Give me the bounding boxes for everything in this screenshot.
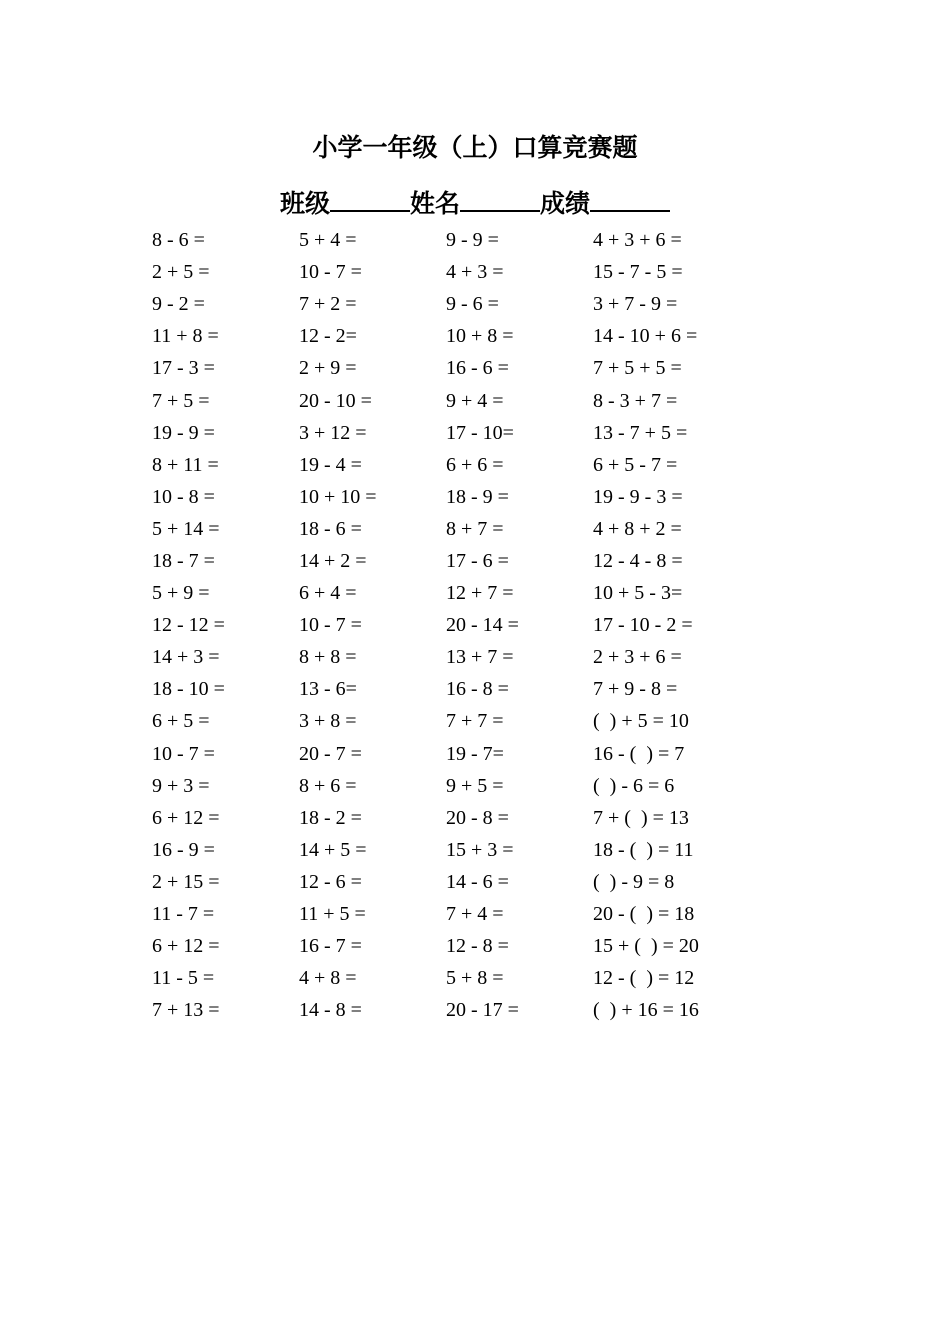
problem-item: 13 - 6= — [299, 678, 357, 701]
problem-item: 19 - 9 = — [152, 421, 215, 444]
problem-row — [152, 352, 752, 384]
problem-item: 17 - 6 = — [446, 549, 509, 572]
problem-row — [152, 577, 752, 609]
problem-item: 5 + 9 = — [152, 582, 210, 605]
score-label: 成绩 — [540, 191, 591, 218]
problem-item: ( ) + 5 = 10 — [593, 710, 689, 733]
problem-item: 10 - 7 = — [152, 742, 215, 765]
problem-item: 9 + 3 = — [152, 774, 210, 797]
problem-row — [152, 866, 752, 898]
problem-item: 18 - 9 = — [446, 485, 509, 508]
problem-row — [152, 609, 752, 641]
problem-item: 16 - 8 = — [446, 678, 509, 701]
problem-row — [152, 705, 752, 737]
problem-item: 7 + 4 = — [446, 903, 504, 926]
problem-item: 10 + 5 - 3= — [593, 582, 683, 605]
problem-item: 5 + 14 = — [152, 517, 220, 540]
problem-item: 14 - 6 = — [446, 870, 509, 893]
problem-item: 4 + 8 = — [299, 967, 357, 990]
page-title: 小学一年级（上）口算竞赛题 — [312, 135, 638, 162]
problem-item: 20 - 8 = — [446, 806, 509, 829]
problem-item: ( ) + 16 = 16 — [593, 999, 699, 1022]
problem-row — [152, 545, 752, 577]
problem-item: 7 + 7 = — [446, 710, 504, 733]
problem-item: 12 - 12 = — [152, 614, 225, 637]
problem-item: 10 - 8 = — [152, 485, 215, 508]
problem-item: 16 - ( ) = 7 — [593, 742, 685, 765]
problem-row — [152, 673, 752, 705]
problem-item: 17 - 10= — [446, 421, 514, 444]
problem-item: 12 + 7 = — [446, 582, 514, 605]
problem-row — [152, 898, 752, 930]
name-label: 姓名 — [409, 191, 460, 218]
problem-item: 2 + 15 = — [152, 870, 220, 893]
problem-item: 13 + 7 = — [446, 646, 514, 669]
problem-item: 2 + 5 = — [152, 261, 210, 284]
problem-item: 6 + 5 - 7 = — [593, 453, 678, 476]
problem-row — [152, 770, 752, 802]
problem-item: 7 + 5 = — [152, 389, 210, 412]
problem-item: 19 - 4 = — [299, 453, 362, 476]
problem-item: 15 - 7 - 5 = — [593, 261, 683, 284]
problem-row — [152, 224, 752, 256]
problem-item: 4 + 8 + 2 = — [593, 517, 682, 540]
problem-item: 8 - 6 = — [152, 229, 205, 252]
problem-item: 18 - 2 = — [299, 806, 362, 829]
problem-item: 14 - 8 = — [299, 999, 362, 1022]
problem-item: 15 + 3 = — [446, 838, 514, 861]
problem-item: 18 - 6 = — [299, 517, 362, 540]
problem-item: 9 - 2 = — [152, 293, 205, 316]
problem-row — [152, 834, 752, 866]
problem-item: 12 - 4 - 8 = — [593, 549, 683, 572]
problem-item: 8 - 3 + 7 = — [593, 389, 678, 412]
problem-item: 6 + 5 = — [152, 710, 210, 733]
problem-item: 12 - ( ) = 12 — [593, 967, 695, 990]
problem-item: 2 + 3 + 6 = — [593, 646, 682, 669]
problem-item: 6 + 12 = — [152, 806, 220, 829]
problem-item: 3 + 8 = — [299, 710, 357, 733]
problem-row — [152, 641, 752, 673]
problem-item: 18 - 7 = — [152, 549, 215, 572]
problem-row — [152, 802, 752, 834]
problem-item: 6 + 4 = — [299, 582, 357, 605]
problem-item: 20 - 17 = — [446, 999, 519, 1022]
problem-item: 16 - 9 = — [152, 838, 215, 861]
problem-grid — [152, 224, 752, 1026]
name-blank — [460, 182, 540, 212]
problem-row — [152, 962, 752, 994]
problem-item: 2 + 9 = — [299, 357, 357, 380]
problem-item: 14 - 10 + 6 = — [593, 325, 698, 348]
problem-item: 20 - 7 = — [299, 742, 362, 765]
problem-item: 16 - 6 = — [446, 357, 509, 380]
problem-row — [152, 738, 752, 770]
problem-row — [152, 417, 752, 449]
problem-item: 9 + 4 = — [446, 389, 504, 412]
problem-item: 4 + 3 = — [446, 261, 504, 284]
problem-item: 13 - 7 + 5 = — [593, 421, 688, 444]
problem-item: 16 - 7 = — [299, 935, 362, 958]
problem-item: 7 + 13 = — [152, 999, 220, 1022]
problem-row — [152, 994, 752, 1026]
problem-item: 5 + 8 = — [446, 967, 504, 990]
problem-item: 12 - 2= — [299, 325, 357, 348]
problem-item: 4 + 3 + 6 = — [593, 229, 682, 252]
problem-row — [152, 449, 752, 481]
problem-item: 11 + 8 = — [152, 325, 219, 348]
problem-row — [152, 320, 752, 352]
problem-item: 11 - 5 = — [152, 967, 215, 990]
problem-item: 15 + ( ) = 20 — [593, 935, 699, 958]
problem-item: 9 - 6 = — [446, 293, 499, 316]
problem-item: ( ) - 6 = 6 — [593, 774, 675, 797]
problem-item: 20 - 14 = — [446, 614, 519, 637]
problem-item: 10 - 7 = — [299, 614, 362, 637]
problem-item: 18 - 10 = — [152, 678, 225, 701]
problem-item: 6 + 12 = — [152, 935, 220, 958]
problem-item: 17 - 10 - 2 = — [593, 614, 693, 637]
problem-item: 3 + 7 - 9 = — [593, 293, 678, 316]
problem-row — [152, 384, 752, 416]
problem-item: 10 - 7 = — [299, 261, 362, 284]
student-info-line — [0, 182, 950, 223]
problem-item: 10 + 8 = — [446, 325, 514, 348]
problem-item: 19 - 9 - 3 = — [593, 485, 683, 508]
problem-item: 7 + 9 - 8 = — [593, 678, 678, 701]
problem-item: 14 + 5 = — [299, 838, 367, 861]
problem-item: 9 - 9 = — [446, 229, 499, 252]
problem-item: 3 + 12 = — [299, 421, 367, 444]
class-blank — [330, 182, 410, 212]
problem-row — [152, 930, 752, 962]
problem-item: 8 + 7 = — [446, 517, 504, 540]
problem-row — [152, 481, 752, 513]
problem-item: 18 - ( ) = 11 — [593, 838, 694, 861]
problem-item: 12 - 8 = — [446, 935, 509, 958]
problem-row — [152, 513, 752, 545]
class-label: 班级 — [279, 191, 330, 218]
problem-item: 20 - ( ) = 18 — [593, 903, 695, 926]
problem-item: 5 + 4 = — [299, 229, 357, 252]
problem-item: 6 + 6 = — [446, 453, 504, 476]
problem-row — [152, 256, 752, 288]
problem-item: 14 + 3 = — [152, 646, 220, 669]
problem-item: 12 - 6 = — [299, 870, 362, 893]
problem-item: ( ) - 9 = 8 — [593, 870, 675, 893]
problem-item: 8 + 8 = — [299, 646, 357, 669]
problem-item: 11 - 7 = — [152, 903, 215, 926]
problem-row — [152, 288, 752, 320]
problem-item: 8 + 6 = — [299, 774, 357, 797]
problem-item: 14 + 2 = — [299, 549, 367, 572]
problem-item: 9 + 5 = — [446, 774, 504, 797]
problem-item: 7 + 2 = — [299, 293, 357, 316]
problem-item: 17 - 3 = — [152, 357, 215, 380]
problem-item: 11 + 5 = — [299, 903, 366, 926]
score-blank — [590, 182, 670, 212]
problem-item: 19 - 7= — [446, 742, 504, 765]
problem-item: 10 + 10 = — [299, 485, 377, 508]
problem-item: 20 - 10 = — [299, 389, 372, 412]
problem-item: 8 + 11 = — [152, 453, 219, 476]
problem-item: 7 + 5 + 5 = — [593, 357, 682, 380]
problem-item: 7 + ( ) = 13 — [593, 806, 689, 829]
